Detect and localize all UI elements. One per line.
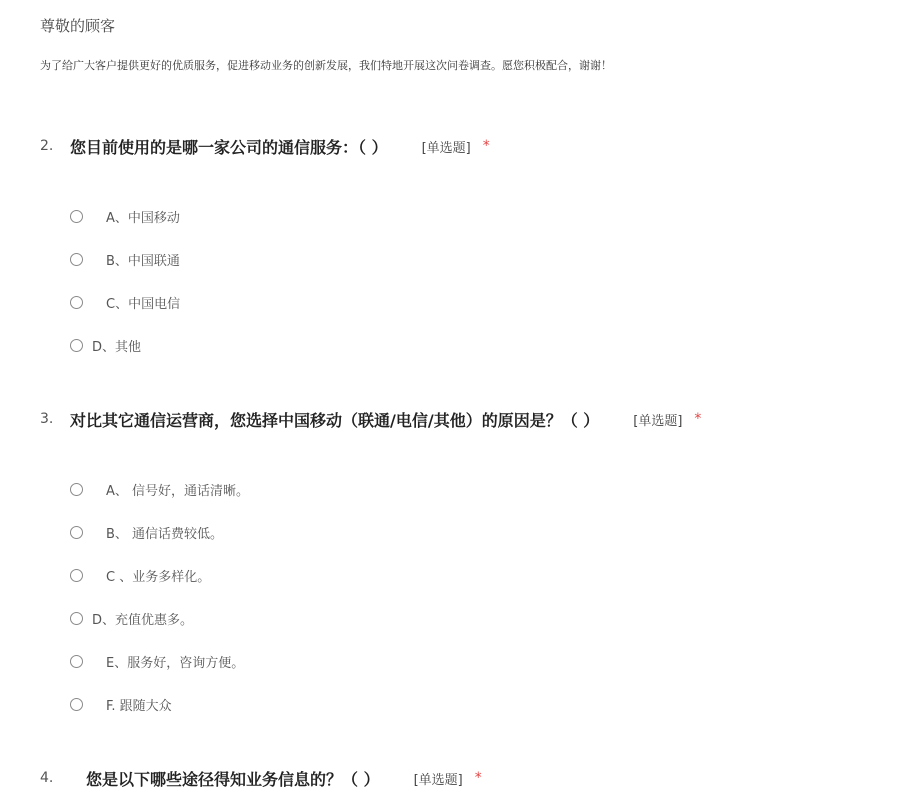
question-title: 您目前使用的是哪一家公司的通信服务：（ ） <box>70 137 388 157</box>
radio-button[interactable] <box>70 698 83 711</box>
option-label: C、中国电信 <box>106 296 181 312</box>
question-2 <box>40 134 490 158</box>
question-title: 对比其它通信运营商，您选择中国移动（联通/电信/其他）的原因是？（ ） <box>70 410 600 430</box>
radio-button[interactable] <box>70 655 83 668</box>
radio-button[interactable] <box>70 526 83 539</box>
option-label: A、 信号好，通话清晰。 <box>106 483 250 499</box>
question-4 <box>40 766 482 790</box>
option-label: B、中国联通 <box>106 253 180 269</box>
question-3 <box>40 407 701 431</box>
question-title: 您是以下哪些途径得知业务信息的？（ ） <box>86 769 380 789</box>
radio-button[interactable] <box>70 339 83 352</box>
question-type-tag: [单选题] <box>413 772 463 788</box>
option-q3-b[interactable] <box>70 522 223 542</box>
option-label: D、其他 <box>92 339 142 355</box>
question-type-tag: [单选题] <box>633 413 683 429</box>
question-number: 4. <box>40 770 54 786</box>
option-q3-d[interactable] <box>70 608 193 628</box>
option-q3-e[interactable] <box>70 651 244 671</box>
survey-intro: 为了给广大客户提供更好的优质服务，促进移动业务的创新发展，我们特地开展这次问卷调查。愿您积极配合，谢谢！ <box>40 59 612 72</box>
radio-button[interactable] <box>70 483 83 496</box>
option-q3-a[interactable] <box>70 479 249 499</box>
question-number: 3. <box>40 411 54 427</box>
required-mark: * <box>474 770 482 786</box>
required-mark: * <box>482 138 490 154</box>
option-q2-c[interactable] <box>70 292 180 312</box>
option-q2-a[interactable] <box>70 206 180 226</box>
option-label: E、服务好，咨询方便。 <box>106 655 245 671</box>
greeting-title: 尊敬的顾客 <box>40 17 116 35</box>
option-q3-c[interactable] <box>70 565 210 585</box>
radio-button[interactable] <box>70 253 83 266</box>
option-label: D、充值优惠多。 <box>92 612 194 628</box>
option-q2-b[interactable] <box>70 249 180 269</box>
radio-button[interactable] <box>70 210 83 223</box>
option-label: C 、业务多样化。 <box>106 569 211 585</box>
option-q2-d[interactable] <box>70 335 141 355</box>
option-label: F. 跟随大众 <box>106 698 172 714</box>
option-q3-f[interactable] <box>70 694 172 714</box>
question-number: 2. <box>40 138 54 154</box>
question-type-tag: [单选题] <box>421 140 471 156</box>
option-label: B、 通信话费较低。 <box>106 526 224 542</box>
radio-button[interactable] <box>70 569 83 582</box>
option-label: A、中国移动 <box>106 210 180 226</box>
radio-button[interactable] <box>70 296 83 309</box>
required-mark: * <box>694 411 702 427</box>
radio-button[interactable] <box>70 612 83 625</box>
